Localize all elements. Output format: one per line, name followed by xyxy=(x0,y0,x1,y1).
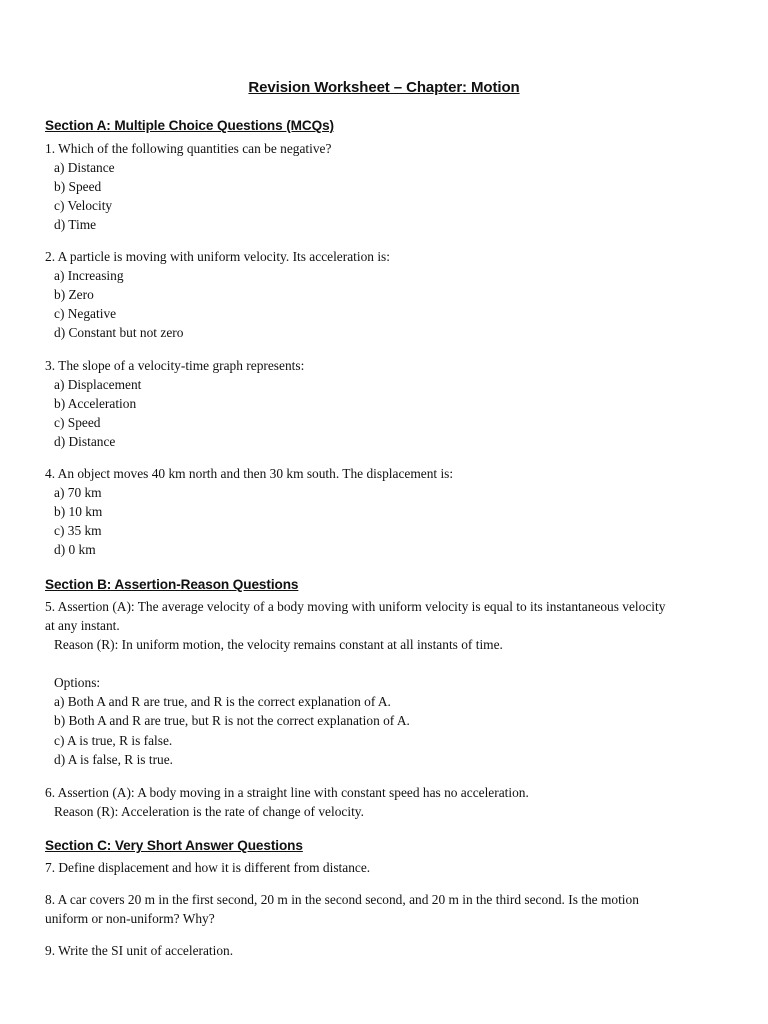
question-8: 8. A car covers 20 m in the first second, 20 m in the second second, and 20 m in the third second. Is the motion xyxy=(45,892,639,907)
question-2: 2. A particle is moving with uniform velocity. Its acceleration is: xyxy=(45,249,390,264)
question-5-assertion: 5. Assertion (A): The average velocity of a body moving with uniform velocity is equal to its instantaneous velocity xyxy=(45,599,666,614)
question-8-cont: uniform or non-uniform? Why? xyxy=(45,911,215,926)
q4-option-c: c) 35 km xyxy=(54,523,102,538)
q1-option-b: b) Speed xyxy=(54,179,102,194)
q4-option-a: a) 70 km xyxy=(54,485,102,500)
question-6-assertion: 6. Assertion (A): A body moving in a straight line with constant speed has no acceleration. xyxy=(45,785,529,800)
question-6-reason: Reason (R): Acceleration is the rate of change of velocity. xyxy=(54,804,364,819)
question-5-assertion-cont: at any instant. xyxy=(45,618,120,633)
q2-option-c: c) Negative xyxy=(54,306,117,321)
question-7: 7. Define displacement and how it is different from distance. xyxy=(45,860,371,875)
q5-option-a: a) Both A and R are true, and R is the correct explanation of A. xyxy=(54,694,391,709)
question-3: 3. The slope of a velocity-time graph represents: xyxy=(45,358,305,373)
worksheet-title: Revision Worksheet – Chapter: Motion xyxy=(248,79,520,96)
q5-option-c: c) A is true, R is false. xyxy=(54,733,173,748)
q2-option-b: b) Zero xyxy=(54,287,94,302)
question-9: 9. Write the SI unit of acceleration. xyxy=(45,943,234,958)
section-a-heading: Section A: Multiple Choice Questions (MCQs) xyxy=(45,118,334,133)
q3-option-c: c) Speed xyxy=(54,415,101,430)
q1-option-a: a) Distance xyxy=(54,160,115,175)
question-4: 4. An object moves 40 km north and then 30 km south. The displacement is: xyxy=(45,466,454,481)
section-b-heading: Section B: Assertion-Reason Questions xyxy=(45,577,299,592)
q5-option-d: d) A is false, R is true. xyxy=(54,752,174,767)
q5-option-b: b) Both A and R are true, but R is not the correct explanation of A. xyxy=(54,713,410,728)
q3-option-a: a) Displacement xyxy=(54,377,142,392)
q2-option-a: a) Increasing xyxy=(54,268,124,283)
q4-option-b: b) 10 km xyxy=(54,504,103,519)
q1-option-d: d) Time xyxy=(54,217,97,232)
q1-option-c: c) Velocity xyxy=(54,198,113,213)
q3-option-d: d) Distance xyxy=(54,434,116,449)
q4-option-d: d) 0 km xyxy=(54,542,96,557)
section-c-heading: Section C: Very Short Answer Questions xyxy=(45,838,303,853)
q3-option-b: b) Acceleration xyxy=(54,396,137,411)
question-1: 1. Which of the following quantities can be negative? xyxy=(45,141,332,156)
q2-option-d: d) Constant but not zero xyxy=(54,325,184,340)
question-5-reason: Reason (R): In uniform motion, the velocity remains constant at all instants of time. xyxy=(54,637,503,652)
q5-options-label: Options: xyxy=(54,675,101,690)
